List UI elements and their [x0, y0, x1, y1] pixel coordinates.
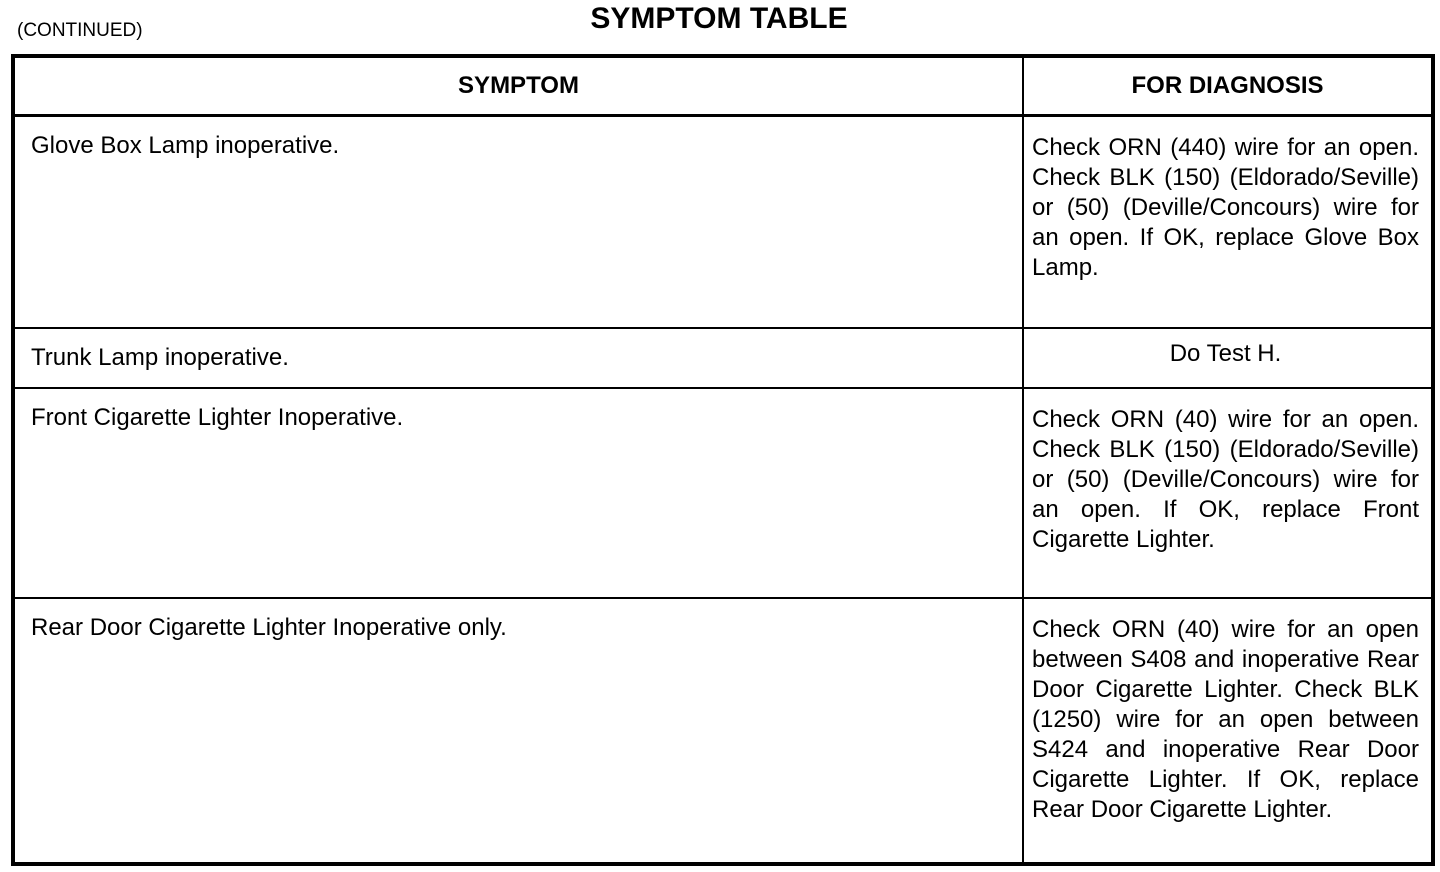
page-title-text: SYMPTOM TABLE	[590, 2, 848, 35]
diagnosis-cell: Check ORN (440) wire for an open. Check BLK (150) (Eldorado/Seville) or (50) (Deville/Concours) wire for an open. If OK, replace Glove Box Lamp.	[1023, 116, 1433, 328]
table-row	[13, 328, 1433, 388]
column-header-symptom: SYMPTOM	[13, 56, 1023, 116]
symptom-cell: Glove Box Lamp inoperative.	[13, 116, 1023, 328]
table-header-row	[13, 56, 1433, 116]
symptom-cell: Rear Door Cigarette Lighter Inoperative only.	[13, 598, 1023, 864]
diagnosis-cell: Check ORN (40) wire for an open between S408 and inoperative Rear Door Cigarette Lighter. Check BLK (1250) wire for an open between S424 and inoperative Rear Door Cigarette Lighter. If OK, replace Rear Door Cigarette Lighter.	[1023, 598, 1433, 864]
diagnosis-cell: Do Test H.	[1023, 328, 1433, 388]
symptom-table	[11, 54, 1435, 866]
diagnosis-cell: Check ORN (40) wire for an open. Check BLK (150) (Eldorado/Seville) or (50) (Deville/Concours) wire for an open. If OK, replace Front Cigarette Lighter.	[1023, 388, 1433, 598]
column-header-for-diagnosis: FOR DIAGNOSIS	[1023, 56, 1433, 116]
table-row	[13, 598, 1433, 864]
symptom-cell: Front Cigarette Lighter Inoperative.	[13, 388, 1023, 598]
table-row	[13, 116, 1433, 328]
continued-label: (CONTINUED)	[17, 20, 143, 41]
page-title	[0, 2, 1440, 36]
symptom-cell: Trunk Lamp inoperative.	[13, 328, 1023, 388]
table-row	[13, 388, 1433, 598]
